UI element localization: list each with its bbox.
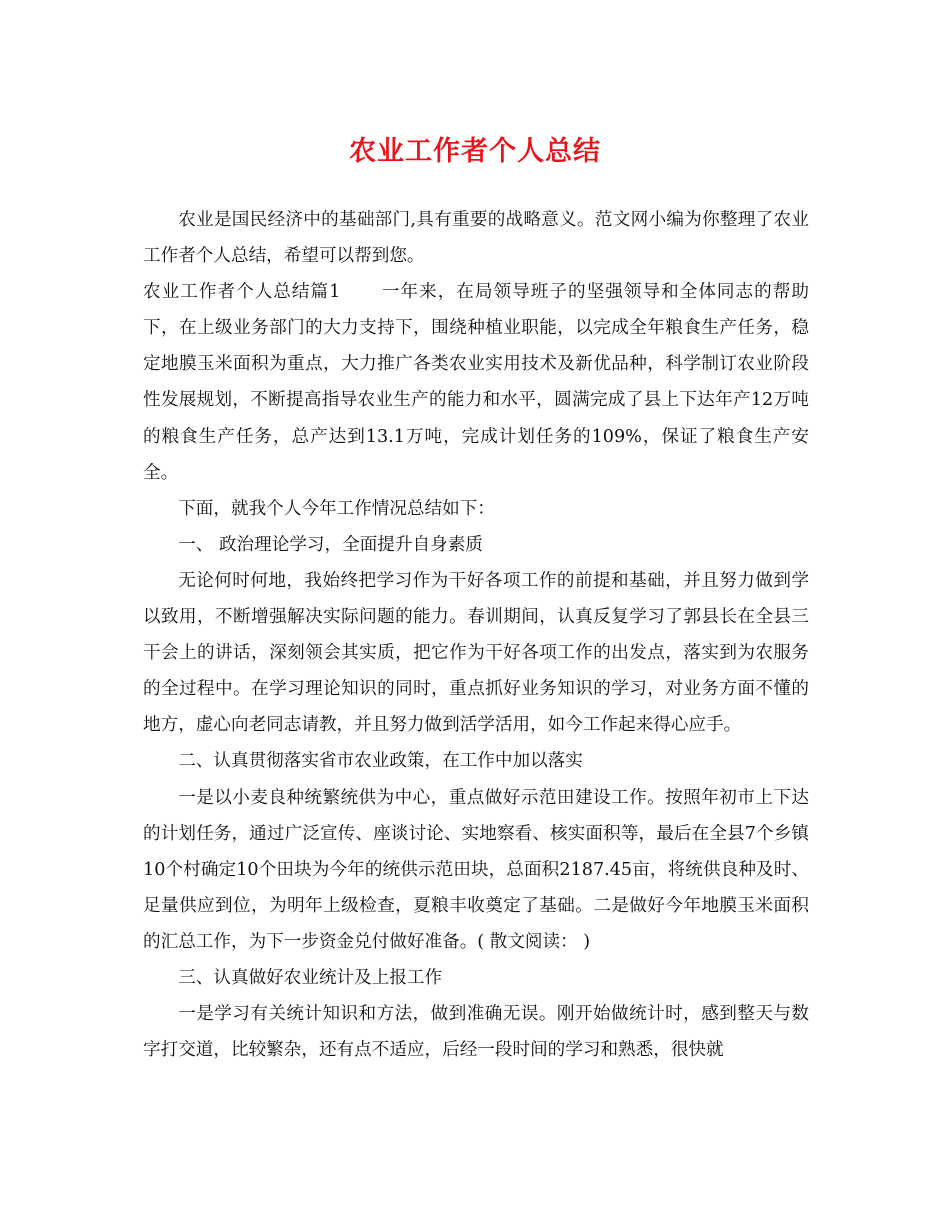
section-label: 农业工作者个人总结篇1 <box>143 282 341 303</box>
document-title: 农业工作者个人总结 <box>349 136 601 167</box>
intro-paragraph: 农业是国民经济中的基础部门,具有重要的战略意义。范文网小编为你整理了农业工作者个人总结，希望可以帮到您。 <box>143 210 809 267</box>
heading-3: 三、认真做好农业统计及上报工作 <box>178 967 443 988</box>
paragraph-1: 无论何时何地，我始终把学习作为干好各项工作的前提和基础，并且努力做到学以致用，不断增强解决实际问题的能力。春训期间，认真反复学习了郭县长在全县三干会上的讲话，深刻领会其实质，把它作为干好各项工作的出发点，落实到为农服务的全过程中。在学习理论知识的同时，重点抓好业务知识的学习，对业务方面不懂的地方，虚心向老同志请教，并且努力做到活学活用，如今工作起来得心应手。 <box>143 570 809 736</box>
document-body <box>143 202 809 1068</box>
paragraph-3: 一是学习有关统计知识和方法，做到准确无误。刚开始做统计时，感到整天与数字打交道，比较繁杂，还有点不适应，后经一段时间的学习和熟悉，很快就 <box>143 1004 809 1061</box>
heading-1: 一、 政治理论学习，全面提升自身素质 <box>178 534 483 555</box>
summary-lead: 下面，就我个人今年工作情况总结如下： <box>178 498 495 519</box>
heading-2: 二、认真贯彻落实省市农业政策，在工作中加以落实 <box>178 751 583 772</box>
paragraph-2: 一是以小麦良种统繁统供为中心，重点做好示范田建设工作。按照年初市上下达的计划任务，通过广泛宣传、座谈讨论、实地察看、核实面积等，最后在全县7个乡镇10个村确定10个田块为今年的统供示范田块，总面积2187.45亩，将统供良种及时、足量供应到位，为明年上级检查，夏粮丰收奠定了基础。二是做好今年地膜玉米面积的汇总工作，为下一步资金兑付做好准备。( 散文阅读： ) <box>143 787 809 952</box>
section-paragraph <box>143 274 809 491</box>
section-text: 一年来，在局领导班子的坚强领导和全体同志的帮助下，在上级业务部门的大力支持下，围绕种植业职能，以完成全年粮食生产任务，稳定地膜玉米面积为重点，大力推广各类农业实用技术及新优品种，科学制订农业阶段性发展规划，不断提高指导农业生产的能力和水平，圆满完成了县上下达年产12万吨的粮食生产任务，总产达到13.1万吨，完成计划任务的109%，保证了粮食生产安全。 <box>143 282 809 483</box>
